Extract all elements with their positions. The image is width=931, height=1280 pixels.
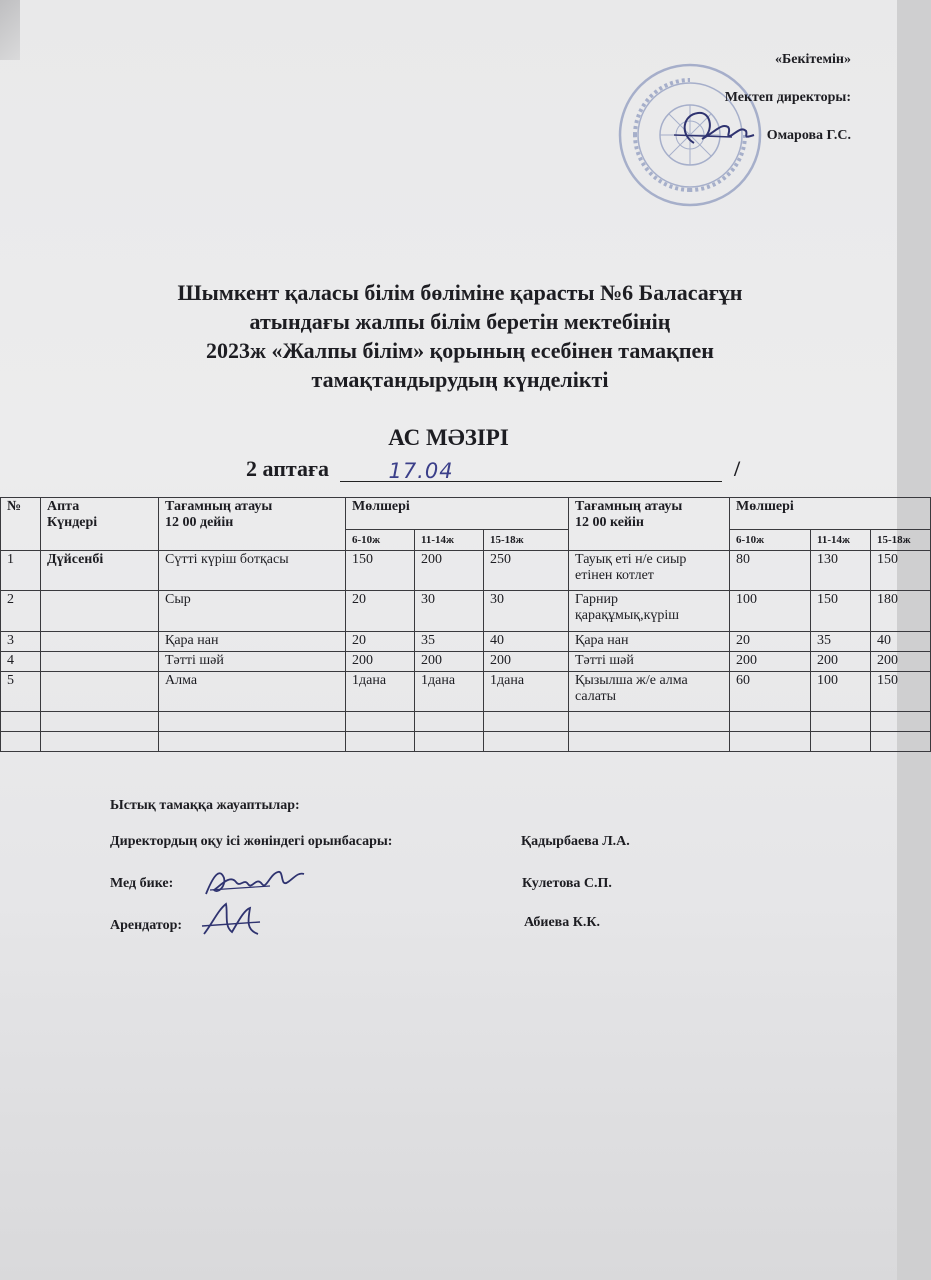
week-date-field bbox=[340, 457, 722, 482]
cell-dish-before: Сүтті күріш ботқасы bbox=[159, 551, 346, 591]
cell-amount: 200 bbox=[871, 652, 931, 672]
cell-num: 2 bbox=[1, 591, 41, 632]
cell-amount: 150 bbox=[871, 551, 931, 591]
tenant-label: Арендатор: bbox=[110, 918, 183, 933]
nurse-label: Мед бике: bbox=[110, 876, 174, 891]
subheader-age: 15-18ж bbox=[484, 530, 569, 551]
subheader-age: 6-10ж bbox=[730, 530, 811, 551]
cell-dish-before: Қара нан bbox=[159, 632, 346, 652]
table-row bbox=[1, 591, 931, 632]
cell-amount: 200 bbox=[415, 652, 484, 672]
table-row bbox=[1, 672, 931, 712]
cell-amount: 20 bbox=[346, 632, 415, 652]
cell-amount: 100 bbox=[811, 672, 871, 712]
approval-heading: «Бекітемін» bbox=[774, 52, 851, 67]
week-label: 2 аптаға bbox=[246, 456, 329, 481]
cell-day bbox=[41, 672, 159, 712]
week-line bbox=[246, 456, 740, 482]
header-amount-before: Мөлшері bbox=[346, 498, 569, 530]
nurse-signature-icon bbox=[200, 864, 310, 904]
cell-amount: 200 bbox=[730, 652, 811, 672]
cell-num: 4 bbox=[1, 652, 41, 672]
table-row bbox=[1, 632, 931, 652]
table-row bbox=[1, 551, 931, 591]
cell-day bbox=[41, 591, 159, 632]
cell-day bbox=[41, 652, 159, 672]
cell-amount: 250 bbox=[484, 551, 569, 591]
page-fold bbox=[0, 0, 20, 60]
menu-title: АС МӘЗІРІ bbox=[388, 425, 509, 450]
cell-amount: 40 bbox=[484, 632, 569, 652]
week-date-handwritten: 17.04 bbox=[388, 459, 454, 483]
cell-dish-after: Тауық еті н/е сиыр етінен котлет bbox=[569, 551, 730, 591]
cell-amount: 150 bbox=[811, 591, 871, 632]
cell-dish-after: Гарнир қарақұмық,күріш bbox=[569, 591, 730, 632]
subheader-age: 11-14ж bbox=[811, 530, 871, 551]
cell-num: 3 bbox=[1, 632, 41, 652]
cell-dish-after: Қызылша ж/е алма салаты bbox=[569, 672, 730, 712]
deputy-name: Қадырбаева Л.А. bbox=[521, 834, 630, 849]
header-amount-after: Мөлшері bbox=[730, 498, 931, 530]
title-line-4: тамақтандырудың күнделікті bbox=[311, 367, 609, 392]
table-row bbox=[1, 652, 931, 672]
cell-amount: 200 bbox=[811, 652, 871, 672]
menu-table bbox=[0, 497, 931, 752]
document-title bbox=[140, 278, 780, 394]
cell-dish-after: Қара нан bbox=[569, 632, 730, 652]
cell-amount: 150 bbox=[871, 672, 931, 712]
week-slash: / bbox=[733, 456, 741, 481]
cell-amount: 1дана bbox=[346, 672, 415, 712]
tenant-signature-icon bbox=[198, 900, 268, 940]
cell-day: Дүйсенбі bbox=[41, 551, 159, 591]
cell-amount: 60 bbox=[730, 672, 811, 712]
cell-amount: 20 bbox=[346, 591, 415, 632]
cell-amount: 20 bbox=[730, 632, 811, 652]
cell-amount: 200 bbox=[484, 652, 569, 672]
title-line-1: Шымкент қаласы білім бөліміне қарасты №6 Баласағұн bbox=[177, 280, 743, 305]
cell-amount: 150 bbox=[346, 551, 415, 591]
header-dish-before: Тағамның атауы 12 00 дейін bbox=[159, 498, 346, 551]
cell-num: 5 bbox=[1, 672, 41, 712]
cell-amount: 30 bbox=[415, 591, 484, 632]
title-line-2: атындағы жалпы білім беретін мектебінің bbox=[249, 309, 671, 334]
director-signature-icon bbox=[672, 105, 762, 150]
tenant-name: Абиева К.К. bbox=[524, 915, 601, 930]
cell-amount: 130 bbox=[811, 551, 871, 591]
approval-name: Омарова Г.С. bbox=[766, 128, 851, 143]
subheader-age: 6-10ж bbox=[346, 530, 415, 551]
cell-amount: 80 bbox=[730, 551, 811, 591]
cell-day bbox=[41, 632, 159, 652]
subheader-age: 15-18ж bbox=[871, 530, 931, 551]
cell-amount: 35 bbox=[415, 632, 484, 652]
cell-dish-after: Тәтті шәй bbox=[569, 652, 730, 672]
subheader-age: 11-14ж bbox=[415, 530, 484, 551]
cell-dish-before: Сыр bbox=[159, 591, 346, 632]
cell-amount: 200 bbox=[415, 551, 484, 591]
header-day: Апта Күндері bbox=[41, 498, 159, 551]
cell-amount: 1дана bbox=[484, 672, 569, 712]
deputy-label: Директордың оқу ісі жөніндегі орынбасары: bbox=[110, 834, 393, 849]
cell-dish-before: Алма bbox=[159, 672, 346, 712]
header-num: № bbox=[1, 498, 41, 551]
table-row-empty bbox=[1, 732, 931, 752]
cell-amount: 40 bbox=[871, 632, 931, 652]
cell-num: 1 bbox=[1, 551, 41, 591]
title-line-3: 2023ж «Жалпы білім» қорының есебінен тамақпен bbox=[206, 338, 714, 363]
cell-amount: 35 bbox=[811, 632, 871, 652]
cell-dish-before: Тәтті шәй bbox=[159, 652, 346, 672]
cell-amount: 1дана bbox=[415, 672, 484, 712]
cell-amount: 200 bbox=[346, 652, 415, 672]
cell-amount: 100 bbox=[730, 591, 811, 632]
responsibles-heading: Ыстық тамаққа жауаптылар: bbox=[110, 798, 300, 813]
approval-position: Мектеп директоры: bbox=[724, 90, 851, 105]
table-row-empty bbox=[1, 712, 931, 732]
cell-amount: 180 bbox=[871, 591, 931, 632]
cell-amount: 30 bbox=[484, 591, 569, 632]
nurse-name: Кулетова С.П. bbox=[522, 876, 612, 891]
header-dish-after: Тағамның атауы 12 00 кейін bbox=[569, 498, 730, 551]
